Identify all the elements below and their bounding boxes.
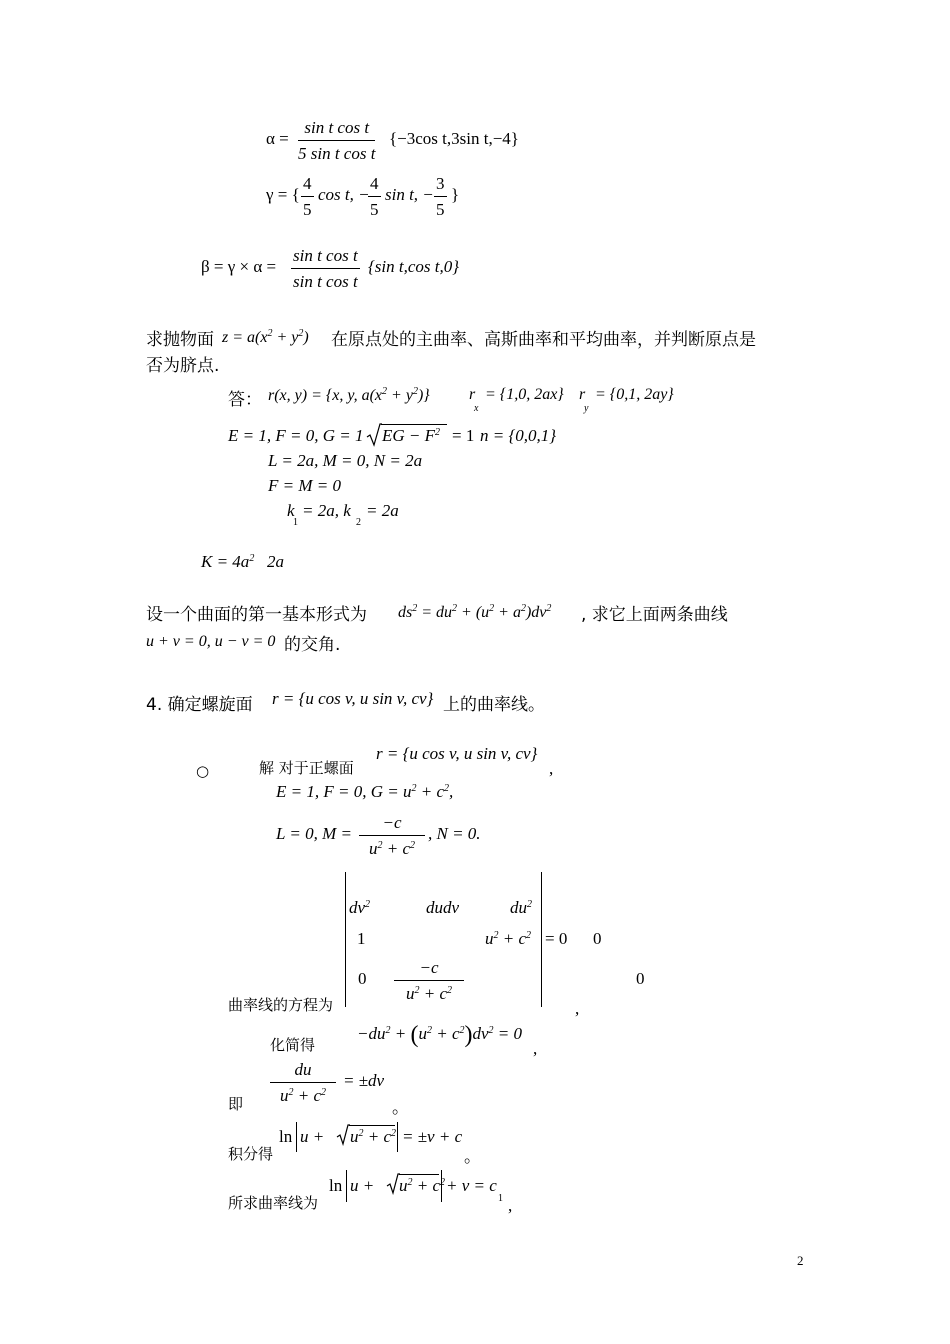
answer2-rx-val: = {1,0, 2ax}: [485, 386, 564, 403]
int-sqrt-overline: [349, 1125, 395, 1126]
alpha-fraction: [298, 118, 375, 164]
answer2-k2-sub: 2: [356, 517, 361, 528]
det-r1c1: $dv^2$: [349, 898, 371, 917]
beta-vector: {sin t,cos t,0}: [368, 257, 460, 276]
int-rhs: = ±v + c: [402, 1127, 463, 1146]
alpha-vector: {−3cos t,3sin t,−4}: [389, 129, 519, 148]
curvature-label: 曲率线的方程为: [228, 996, 334, 1014]
problem3-curves: u + v = 0, u − v = 0: [146, 633, 276, 650]
problem2-text-line2: 否为脐点.: [146, 356, 220, 376]
gamma-term-1: cos t, −: [318, 185, 370, 204]
problem4-text-b: 上的曲率线。: [443, 695, 545, 715]
gamma-term-2: sin t, −: [385, 185, 434, 204]
answer2-ry: r: [579, 386, 586, 403]
int-content: u +: [300, 1127, 325, 1146]
int-sqrt-icon: [336, 1124, 350, 1146]
solution4-intro-tail: ,: [549, 759, 554, 778]
fin-abs-right: [441, 1170, 442, 1202]
fin-tail: ,: [508, 1196, 513, 1215]
period-2: 。: [464, 1147, 481, 1166]
answer2-ry-sub: y: [584, 403, 589, 414]
comma-1: ,: [575, 999, 580, 1018]
answer2-k-mid: = 2a, k: [302, 501, 351, 520]
gamma-frac-3: $\frac{3}{5}$: [436, 174, 445, 219]
answer2-r: r(x, y) = {x, y, $a(x^2 + y^2)$}: [268, 386, 430, 404]
fin-abs-left: [346, 1170, 347, 1202]
int-ln: ln: [279, 1127, 293, 1146]
answer2-label: 答：: [228, 390, 262, 410]
answer2-k1: k: [287, 501, 295, 520]
fin-rhs: + v = c: [446, 1176, 497, 1195]
answer2-efg: E = 1, F = 0, G = 1: [228, 426, 364, 445]
int-abs-right: [397, 1122, 398, 1152]
solution4-intro: 解 对于正螺面: [259, 759, 354, 777]
ji-rhs: = ±dv: [343, 1071, 385, 1090]
answer2-normal: n = {0,0,1}: [480, 426, 557, 445]
gamma-frac-2: $\frac{4}{5}$: [370, 174, 379, 219]
comma-2: ,: [533, 1039, 538, 1058]
problem2-text-b: 在原点处的主曲率、高斯曲率和平均曲率，并判断原点是: [331, 330, 756, 350]
fin-sub: 1: [498, 1193, 503, 1204]
final-label: 所求曲率线为: [228, 1194, 319, 1212]
solution4-lmn-tail: , N = 0.: [428, 824, 481, 843]
answer2-lmn: L = 2a, M = 0, N = 2a: [268, 451, 423, 470]
problem3-text-b: , 求它上面两条曲线: [581, 605, 728, 625]
sqrt-symbol: [366, 423, 382, 447]
ji-label: 即: [228, 1095, 244, 1113]
answer2-rx: r: [469, 386, 476, 403]
answer2-mean: 2a: [267, 552, 284, 571]
answer2-sqrt-content: EG − $F^2$: [382, 426, 441, 445]
gamma-close: }: [451, 185, 460, 204]
det-r3c4: 0: [636, 969, 645, 988]
problem4-formula: r = {u cos v, u sin v, cv}: [272, 689, 434, 708]
fin-sqrt-content: $u^2 + c^2$: [399, 1176, 446, 1195]
simplified-equation: $-du^2 + (u^2 + c^2)dv^2 = 0$: [357, 1022, 523, 1048]
det-r3-fraction: $\frac{-c}{u^2 + c^2}$: [394, 958, 464, 1004]
problem3-text-a: 设一个曲面的第一基本形式为: [146, 605, 367, 625]
period-1: 。: [392, 1098, 409, 1117]
det-right-bar: [541, 872, 542, 1007]
det-r1c3: $du^2$: [510, 898, 532, 917]
fin-ln: ln: [329, 1176, 343, 1195]
answer2-fm: F = M = 0: [268, 476, 341, 495]
integral-label: 积分得: [228, 1145, 274, 1163]
solution4-m-fraction: $\frac{-c}{u^2 + c^2}$: [359, 813, 425, 859]
fin-sqrt-icon: [386, 1173, 400, 1195]
alpha-num: sin t cos t: [298, 118, 375, 141]
answer2-rx-sub: x: [474, 403, 479, 414]
simplify-label: 化简得: [270, 1036, 316, 1054]
det-r1c2: dudv: [426, 898, 460, 917]
bullet-icon: ○: [196, 762, 210, 780]
int-abs-left: [296, 1122, 297, 1152]
det-equals: = 0: [545, 929, 568, 948]
problem3-text-c: 的交角.: [284, 635, 341, 655]
fin-content: u +: [350, 1176, 375, 1195]
answer2-k1-sub: 1: [293, 517, 298, 528]
alpha-lhs: α =: [266, 129, 289, 148]
solution4-lmn: L = 0, M =: [276, 824, 353, 843]
det-r2c3: $u^2 + c^2$: [485, 929, 532, 948]
beta-lhs: β = γ × α =: [201, 257, 277, 276]
gamma-lhs: γ = {: [266, 185, 300, 204]
det-left-bar: [345, 872, 346, 1007]
answer2-ry-val: = {0,1, 2ay}: [595, 386, 674, 403]
det-r3c1: 0: [358, 969, 367, 988]
alpha-den: 5 sin t cos t: [298, 144, 376, 163]
problem2-formula: $z = a(x^2 + y^2)$: [222, 328, 309, 346]
page-number: 2: [797, 1253, 804, 1268]
det-r2c4: 0: [593, 929, 602, 948]
beta-fraction: $\frac{\text{sin t cos t}}{\text{sin t cos t}}$: [293, 246, 358, 291]
solution4-efg: E = 1, F = 0, $G = u^2 + c^2$,: [276, 782, 454, 801]
solution4-intro-formula: r = {u cos v, u sin v, cv}: [376, 744, 538, 763]
fin-sqrt-overline: [399, 1174, 439, 1175]
ji-fraction: $\frac{du}{u^2 + c^2}$: [270, 1060, 336, 1106]
answer2-gauss: $K = 4a^2$: [201, 552, 255, 571]
answer2-k-end: = 2a: [366, 501, 399, 520]
problem4-text-a: 4. 确定螺旋面: [146, 695, 253, 715]
det-r2c1: 1: [357, 929, 366, 948]
int-sqrt-content: $u^2 + c^2$: [350, 1127, 397, 1146]
answer2-sqrt-tail: = 1: [452, 426, 475, 445]
problem2-text-a: 求抛物面: [146, 330, 214, 350]
sqrt-overline: [381, 424, 447, 425]
problem3-formula: $ds^2 = du^2 + (u^2 + a^2)dv^2$: [398, 603, 552, 621]
gamma-frac-1: $\frac{4}{5}$: [303, 174, 312, 219]
